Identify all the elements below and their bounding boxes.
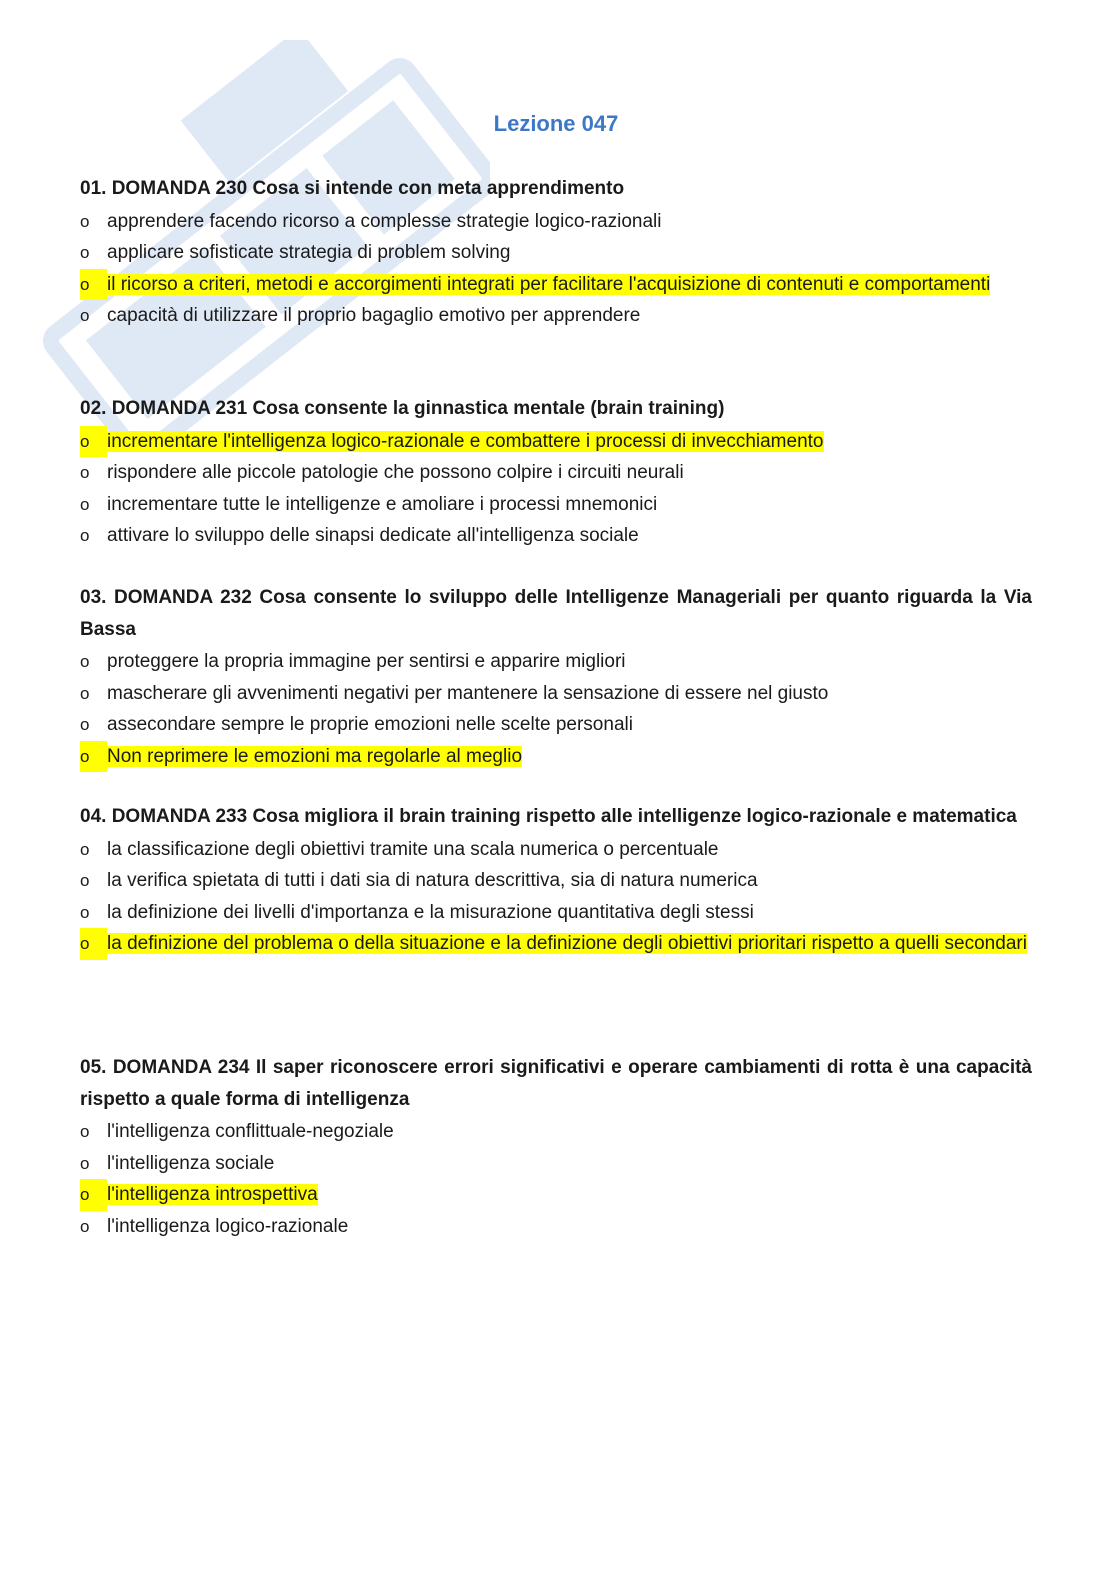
bullet-icon: o [80, 269, 107, 301]
question-1 [80, 173, 1032, 332]
bullet-icon: o [80, 1216, 90, 1236]
bullet-icon: o [80, 1153, 90, 1173]
answer-option: o mascherare gli avvenimenti negativi per mantenere la sensazione di essere nel giusto [80, 678, 1032, 710]
bullet-icon: o [80, 652, 90, 671]
bullet-icon: o [80, 463, 90, 482]
bullet-icon: o [80, 306, 90, 325]
bullet-icon: o [80, 928, 107, 960]
bullet-icon: o [80, 715, 90, 734]
question-text: 02. DOMANDA 231 Cosa consente la ginnastica mentale (brain training) [80, 398, 725, 419]
answer-option: o capacità di utilizzare il proprio bagaglio emotivo per apprendere [80, 300, 1032, 332]
answer-option: o la verifica spietata di tutti i dati sia di natura descrittiva, sia di natura numerica [80, 865, 1032, 897]
bullet-icon: o [80, 243, 90, 262]
answer-option-correct: o l'intelligenza introspettiva [80, 1179, 1032, 1211]
answer-option-correct: o Non reprimere le emozioni ma regolarle al meglio [80, 741, 1032, 773]
answer-list [80, 206, 1032, 332]
answer-list [80, 1116, 1032, 1242]
question-4 [80, 801, 1032, 960]
answer-list [80, 426, 1032, 552]
question-text: 05. DOMANDA 234 Il saper riconoscere errori significativi e operare cambiamenti di rotta è una capacità rispetto a quale forma di intelligenza [80, 1057, 1032, 1110]
question-2 [80, 393, 1032, 552]
question-5 [80, 1052, 1032, 1242]
answer-list [80, 646, 1032, 772]
answer-option-correct: o la definizione del problema o della situazione e la definizione degli obiettivi prioritari rispetto a quelli secondari [80, 928, 1032, 960]
answer-option: o apprendere facendo ricorso a complesse strategie logico-razionali [80, 206, 1032, 238]
answer-option: o la definizione dei livelli d'importanza e la misurazione quantitativa degli stessi [80, 897, 1032, 929]
answer-option: o attivare lo sviluppo delle sinapsi dedicate all'intelligenza sociale [80, 520, 1032, 552]
answer-option: o l'intelligenza conflittuale-negoziale [80, 1116, 1032, 1148]
answer-option-correct: o incrementare l'intelligenza logico-razionale e combattere i processi di invecchiamento [80, 426, 1032, 458]
answer-option: o proteggere la propria immagine per sentirsi e apparire migliori [80, 646, 1032, 678]
bullet-icon: o [80, 1179, 107, 1211]
bullet-icon: o [80, 839, 90, 859]
answer-option: o la classificazione degli obiettivi tramite una scala numerica o percentuale [80, 834, 1032, 866]
bullet-icon: o [80, 211, 90, 231]
answer-option: o l'intelligenza logico-razionale [80, 1211, 1032, 1243]
bullet-icon: o [80, 526, 90, 545]
bullet-icon: o [80, 871, 90, 890]
question-text: 01. DOMANDA 230 Cosa si intende con meta apprendimento [80, 178, 625, 199]
answer-option: o assecondare sempre le proprie emozioni nelle scelte personali [80, 709, 1032, 741]
answer-list [80, 834, 1032, 960]
page-title: Lezione 047 [493, 111, 619, 136]
answer-option-correct: o il ricorso a criteri, metodi e accorgimenti integrati per facilitare l'acquisizione di contenuti e comportamenti [80, 269, 1032, 301]
answer-option: o incrementare tutte le intelligenze e amoliare i processi mnemonici [80, 489, 1032, 521]
bullet-icon: o [80, 741, 107, 773]
bullet-icon: o [80, 494, 90, 514]
answer-option: o applicare sofisticate strategia di problem solving [80, 237, 1032, 269]
bullet-icon: o [80, 426, 107, 458]
question-text: 04. DOMANDA 233 Cosa migliora il brain training rispetto alle intelligenze logico-razionale e matematica [80, 806, 1017, 827]
answer-option: o l'intelligenza sociale [80, 1148, 1032, 1180]
bullet-icon: o [80, 902, 90, 922]
question-3 [80, 582, 1032, 772]
answer-option: o rispondere alle piccole patologie che possono colpire i circuiti neurali [80, 457, 1032, 489]
bullet-icon: o [80, 1122, 90, 1141]
bullet-icon: o [80, 683, 90, 703]
question-text: 03. DOMANDA 232 Cosa consente lo sviluppo delle Intelligenze Manageriali per quanto riguarda la Via Bassa [80, 587, 1032, 640]
